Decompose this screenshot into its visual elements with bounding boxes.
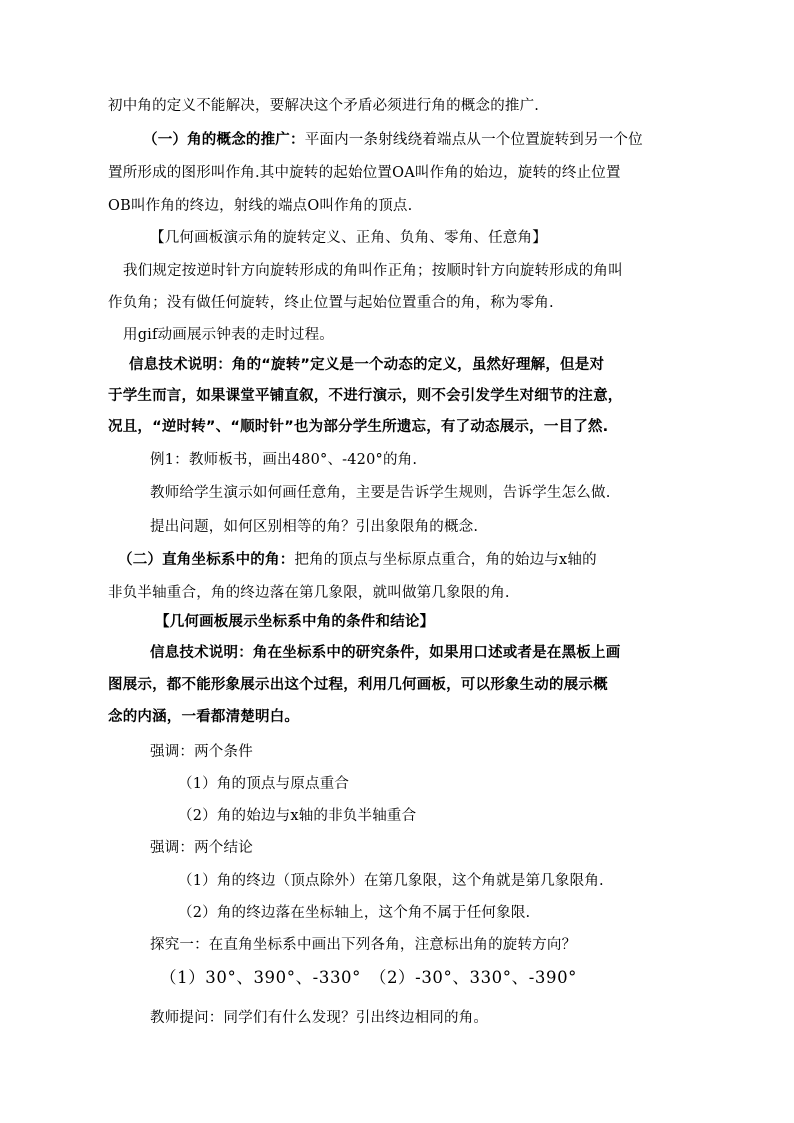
bracket-note: 【几何画板演示角的旋转定义、正角、负角、零角、任意角】	[150, 230, 547, 246]
exploration-line: 探究一：在直角坐标系中画出下列各角，注意标出角的旋转方向？	[150, 937, 577, 953]
list-item: （1）角的终边（顶点除外）在第几象限，这个角就是第几象限角.	[178, 873, 604, 889]
it-note-line: 信息技术说明：角在坐标系中的研究条件，如果用口述或者是在黑板上画	[150, 645, 621, 661]
example-line: 例1：教师板书，画出480°、-420°的角.	[150, 452, 418, 468]
section-two-text: 把角的顶点与坐标原点重合，角的始边与x轴的	[294, 552, 597, 568]
list-item: （2）角的终边落在坐标轴上，这个角不属于任何象限.	[178, 905, 531, 921]
section-two-line	[118, 550, 597, 570]
it-note-line: 于学生而言，如果课堂平铺直叙，不进行演示，则不会引发学生对细节的注意，	[108, 388, 623, 404]
section-one-text: 平面内一条射线绕着端点从一个位置旋转到另一个位	[304, 132, 643, 148]
list-item: （2）角的始边与x轴的非负半轴重合	[178, 808, 417, 824]
section-two-heading: （二）直角坐标系中的角：	[118, 552, 295, 568]
paragraph-line: 初中角的定义不能解决，要解决这个矛盾必须进行角的概念的推广.	[108, 98, 540, 114]
section-one-line	[143, 130, 643, 150]
paragraph-line: 作负角；没有做任何旋转，终止位置与起始位置重合的角，称为零角.	[108, 295, 554, 311]
paragraph-line: 教师提问：同学们有什么发现？引出终边相同的角。	[150, 1010, 489, 1026]
paragraph-line: 提出问题，如何区别相等的角？引出象限角的概念.	[150, 519, 479, 535]
section-one-heading: （一）角的概念的推广：	[143, 132, 305, 148]
emphasis-line: 强调：两个条件	[150, 744, 253, 760]
paragraph-line: 用gif动画展示钟表的走时过程。	[123, 327, 334, 343]
it-note-line: 况且，“逆时转”、“顺时针”也为部分学生所遗忘，有了动态展示，一目了然.	[108, 419, 609, 435]
paragraph-line: 我们规定按逆时针方向旋转形成的角叫作正角；按顺时针方向旋转形成的角叫	[123, 263, 623, 279]
it-note-line: 信息技术说明：角的“旋转”定义是一个动态的定义，虽然好理解，但是对	[129, 357, 605, 373]
angle-list-line: （1）30°、390°、-330° （2）-30°、330°、-390°	[160, 968, 578, 987]
paragraph-line: OB叫作角的终边，射线的端点O叫作角的顶点.	[108, 198, 413, 214]
emphasis-line: 强调：两个结论	[150, 840, 253, 856]
paragraph-line: 置所形成的图形叫作角.其中旋转的起始位置OA叫作角的始边，旋转的终止位置	[108, 165, 621, 181]
bracket-note: 【几何画板展示坐标系中角的条件和结论】	[155, 614, 435, 630]
it-note-line: 图展示，都不能形象展示出这个过程，利用几何画板，可以形象生动的展示概	[108, 677, 608, 693]
list-item: （1）角的顶点与原点重合	[178, 776, 350, 792]
paragraph-line: 教师给学生演示如何画任意角，主要是告诉学生规则，告诉学生怎么做.	[150, 485, 611, 501]
it-note-line: 念的内涵，一看都清楚明白。	[108, 709, 300, 725]
paragraph-line: 非负半轴重合，角的终边落在第几象限，就叫做第几象限的角.	[108, 585, 510, 601]
